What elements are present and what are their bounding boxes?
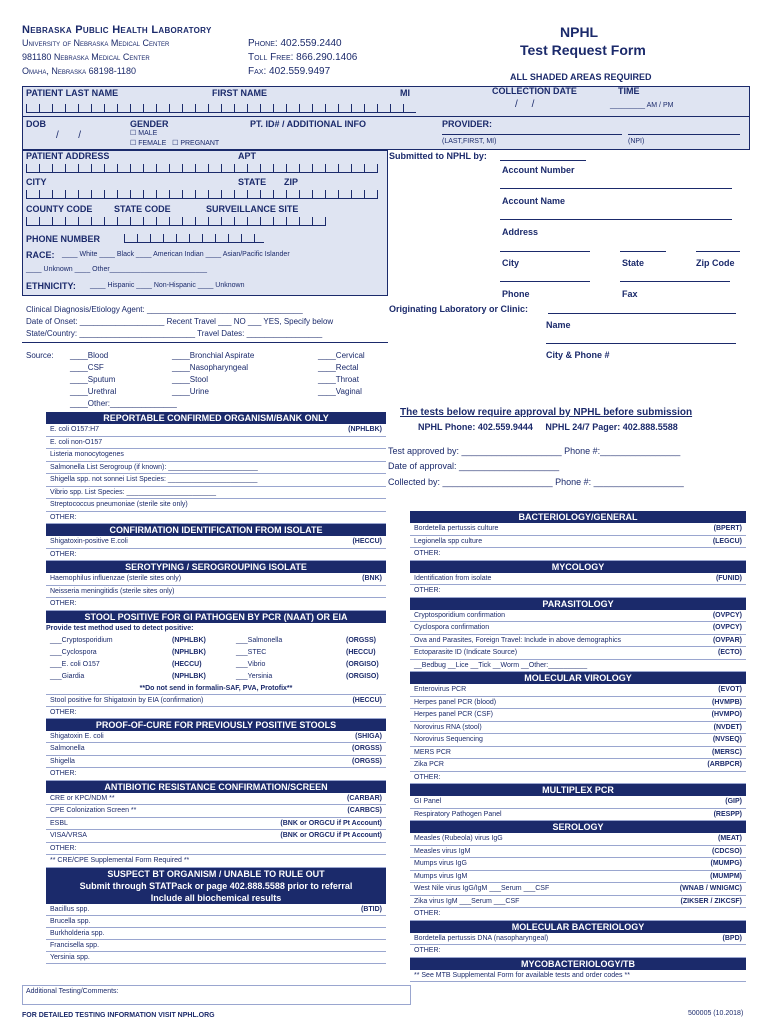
zip-label-right: Zip Code xyxy=(696,258,735,268)
test-name: West Nile virus IgG/IgM ___Serum ___CSF xyxy=(414,885,550,892)
test-code: (ARBPCR) xyxy=(707,761,742,768)
section-header: MOLECULAR BACTERIOLOGY xyxy=(410,921,746,933)
test-name: Cryptosporidium confirmation xyxy=(414,611,506,619)
gi-cell: (HECCU) xyxy=(346,648,376,656)
ampm-label: AM / PM xyxy=(646,102,674,109)
test-name: Shigatoxin-positive E.coli xyxy=(50,538,128,545)
test-code: (OVPCY) xyxy=(712,611,742,619)
test-code: (ORGSS) xyxy=(352,745,382,752)
test-row[interactable] xyxy=(46,805,386,818)
test-row[interactable] xyxy=(410,573,746,586)
test-code: (RESPP) xyxy=(713,810,742,818)
test-row[interactable] xyxy=(410,722,746,735)
footer-right: 500005 (10.2018) xyxy=(688,1010,744,1017)
test-name: Measles (Rubeola) virus IgG xyxy=(414,835,503,842)
address-label: Address xyxy=(502,227,539,237)
test-row[interactable] xyxy=(410,833,746,846)
state-code-label: STATE CODE xyxy=(114,204,171,214)
test-code: (BNK or ORGCU if Pt Account) xyxy=(280,819,382,827)
city-label: CITY xyxy=(26,177,47,187)
test-name: Enterovirus PCR xyxy=(414,686,467,693)
test-row[interactable] xyxy=(46,928,386,940)
test-row[interactable] xyxy=(410,871,746,884)
gi-row[interactable] xyxy=(46,647,386,659)
test-code: (SHIGA) xyxy=(355,732,382,740)
test-name: ** See MTB Supplemental Form for available tests and order codes ** xyxy=(414,971,630,979)
lab-phone: Phone: 402.559.2440 xyxy=(248,38,342,49)
test-code: (ORGSS) xyxy=(352,757,382,765)
gi-cell: ___Cryptosporidium xyxy=(50,636,113,644)
gi-cell: (NPHLBK) xyxy=(172,648,206,656)
patient-last-name-label: PATIENT LAST NAME xyxy=(26,88,119,98)
test-row[interactable] xyxy=(410,610,746,623)
section-header: PROOF-OF-CURE FOR PREVIOUSLY POSITIVE STOOLS xyxy=(46,719,386,731)
gi-row[interactable] xyxy=(46,671,386,683)
test-name: OTHER: xyxy=(50,550,77,558)
pregnant-option[interactable]: PREGNANT xyxy=(180,140,220,147)
test-row[interactable] xyxy=(46,573,386,586)
zip-label: ZIP xyxy=(284,177,299,187)
section-header: PARASITOLOGY xyxy=(410,598,746,610)
footer-left: FOR DETAILED TESTING INFORMATION VISIT NPHL.ORG xyxy=(22,1012,215,1019)
patient-address-label: PATIENT ADDRESS xyxy=(26,151,110,161)
gi-cell: (NPHLBK) xyxy=(172,672,206,680)
test-row[interactable] xyxy=(410,809,746,822)
county-label: COUNTY CODE xyxy=(26,204,93,214)
test-row[interactable] xyxy=(46,695,386,707)
gi-cell: (ORGISO) xyxy=(346,660,379,668)
first-name-label: FIRST NAME xyxy=(212,88,267,98)
section-header: MYCOBACTERIOLOGY/TB xyxy=(410,958,746,970)
source-option[interactable]: ____Stool xyxy=(172,375,209,384)
test-code: (HECCU) xyxy=(352,696,382,704)
test-code: (OVPCY) xyxy=(712,624,742,631)
source-option[interactable]: ____Urine xyxy=(172,387,209,396)
test-name: OTHER: xyxy=(50,600,77,607)
orig-cityphone-label: City & Phone # xyxy=(546,350,610,360)
test-code: (CARBCS) xyxy=(347,807,382,814)
lab-name: Nebraska Public Health Laboratory xyxy=(22,24,212,36)
test-code: (LEGCU) xyxy=(712,537,742,545)
apt-label: APT xyxy=(238,151,256,161)
patient-name-boxes[interactable] xyxy=(26,104,416,113)
phone-number-label: PHONE NUMBER xyxy=(26,234,101,244)
test-row[interactable] xyxy=(46,743,386,756)
section-header: MOLECULAR VIROLOGY xyxy=(410,672,746,684)
collection-date-label: COLLECTION DATE xyxy=(492,86,577,96)
section-header: STOOL POSITIVE FOR GI PATHOGEN BY PCR (NAAT) OR EIA xyxy=(46,611,386,623)
dob-label: DOB xyxy=(26,119,46,129)
test-code: (HVMPO) xyxy=(711,711,742,718)
gi-cell: ___Cyclospora xyxy=(50,648,97,656)
gi-method: Provide test method used to detect positive: xyxy=(46,624,194,632)
test-code: (MEAT) xyxy=(718,835,742,842)
gi-cell: (ORGISO) xyxy=(346,672,379,680)
test-name: Bordetella pertussis DNA (nasopharyngeal) xyxy=(414,934,549,942)
additional-comments: Additional Testing/Comments: xyxy=(26,988,119,995)
source-option[interactable]: ____Blood xyxy=(70,351,109,360)
source-label: Source: xyxy=(26,351,54,360)
form-title-2: Test Request Form xyxy=(520,42,646,58)
gi-cell: ___Giardia xyxy=(50,672,85,680)
test-row[interactable] xyxy=(410,858,746,871)
test-row[interactable] xyxy=(46,843,386,856)
originating-label: Originating Laboratory or Clinic: xyxy=(389,304,529,314)
test-name: Brucella spp. xyxy=(50,917,91,925)
test-row[interactable] xyxy=(410,747,746,760)
test-name: MERS PCR xyxy=(414,748,451,756)
test-row[interactable] xyxy=(410,548,746,561)
account-number-label: Account Number xyxy=(502,165,575,175)
test-name: Listeria monocytogenes xyxy=(50,451,124,458)
gi-note: **Do not send in formalin-SAF, PVA, Protofix** xyxy=(46,683,386,695)
required-note: ALL SHADED AREAS REQUIRED xyxy=(510,72,652,82)
test-name: Stool positive for Shigatoxin by EIA (confirmation) xyxy=(50,696,204,704)
test-row[interactable] xyxy=(46,952,386,964)
test-row[interactable] xyxy=(410,647,746,660)
test-name: Legionella spp culture xyxy=(414,537,483,545)
test-code: (NVDET) xyxy=(713,723,742,731)
test-code: (ECTO) xyxy=(718,649,742,656)
test-code: (MERSC) xyxy=(712,748,742,756)
phone-boxes[interactable] xyxy=(124,234,264,243)
test-row[interactable] xyxy=(46,818,386,831)
test-name: Salmonella List Serogroup (if known): _______________________ xyxy=(50,463,258,471)
approval-phones: NPHL Phone: 402.559.9444 NPHL 24/7 Pager: 402.888.5588 xyxy=(418,422,678,432)
test-row[interactable] xyxy=(46,756,386,769)
test-code: (NVSEQ) xyxy=(712,736,742,743)
bt-header: Submit through STATPack or page 402.888.5588 prior to referral xyxy=(46,880,386,892)
gi-cell: ___Salmonella xyxy=(236,636,283,644)
gi-cell: ___Yersinia xyxy=(236,672,273,680)
state-country[interactable]: State/Country: __________________________ Travel Dates: _________________ xyxy=(26,329,323,338)
gi-row[interactable] xyxy=(46,635,386,647)
test-name: Bordetella pertussis culture xyxy=(414,525,499,532)
source-option[interactable]: ____Bronchial Aspirate xyxy=(172,351,255,360)
ptid-label: PT. ID# / ADDITIONAL INFO xyxy=(250,119,367,129)
test-name: OTHER: xyxy=(50,844,77,852)
lab-fax: Fax: 402.559.9497 xyxy=(248,66,331,77)
test-code: (HECCU) xyxy=(352,538,382,545)
fax-label-right: Fax xyxy=(622,289,638,299)
test-name: Shigatoxin E. coli xyxy=(50,732,104,740)
test-name: E. coli non-O157 xyxy=(50,438,103,446)
test-row[interactable] xyxy=(410,536,746,549)
test-row[interactable] xyxy=(46,830,386,843)
test-code: (MUMPG) xyxy=(710,860,742,867)
clinical-diagnosis[interactable]: Clinical Diagnosis/Etiology Agent: ___________________________________ xyxy=(26,305,303,314)
test-row[interactable] xyxy=(46,916,386,928)
provider-npi-hint: (NPI) xyxy=(628,138,645,145)
lab-address-2: 981180 Nebraska Medical Center xyxy=(22,52,150,62)
bt-header: SUSPECT BT ORGANISM / UNABLE TO RULE OUT xyxy=(46,868,386,880)
test-name: CPE Colonization Screen ** xyxy=(50,807,137,814)
state-label: STATE xyxy=(238,177,267,187)
race-options[interactable]: ____ White ____ Black ____ American Indian ____ Asian/Pacific Islander xyxy=(62,251,290,258)
time-label: TIME xyxy=(618,86,640,96)
test-name: Identification from isolate xyxy=(414,574,492,582)
test-row[interactable] xyxy=(410,684,746,697)
test-row[interactable] xyxy=(410,933,746,946)
source-option[interactable]: ____Other:_______________ xyxy=(70,399,177,408)
bt-header: Include all biochemical results xyxy=(46,892,386,904)
test-name: Norovirus RNA (stool) xyxy=(414,723,482,731)
form-title-1: NPHL xyxy=(560,24,599,40)
test-code: (BTID) xyxy=(361,905,382,913)
test-code: (MUMPM) xyxy=(710,872,742,880)
address-boxes[interactable] xyxy=(26,164,378,173)
gi-cell: (HECCU) xyxy=(172,660,202,668)
test-row[interactable] xyxy=(410,585,746,598)
test-code: (FUNID) xyxy=(715,574,742,582)
test-name: Streptococcus pneumoniae (sterile site only) xyxy=(50,501,188,508)
gi-cell: ___STEC xyxy=(236,648,267,656)
test-name: OTHER: xyxy=(414,550,441,557)
test-code: (HVMPB) xyxy=(712,698,742,706)
test-row[interactable] xyxy=(410,635,746,648)
city-boxes[interactable] xyxy=(26,190,378,199)
source-option[interactable]: ____Throat xyxy=(318,375,359,384)
test-name: Ectoparasite ID (Indicate Source) xyxy=(414,649,518,656)
test-row[interactable] xyxy=(410,945,746,958)
test-name: Bacillus spp. xyxy=(50,905,90,913)
test-name: E. coli O157:H7 xyxy=(50,426,100,433)
test-row[interactable] xyxy=(46,437,386,450)
test-row[interactable] xyxy=(46,598,386,611)
test-row[interactable] xyxy=(46,462,386,475)
lab-address-1: University of Nebraska Medical Center xyxy=(22,38,170,48)
test-row[interactable] xyxy=(46,768,386,781)
test-name: Mumps virus IgG xyxy=(414,860,467,867)
test-name: Herpes panel PCR (blood) xyxy=(414,698,497,706)
test-name: ESBL xyxy=(50,819,68,827)
test-name: GI Panel xyxy=(414,798,442,805)
collected-by[interactable]: Collected by: ______________________ Phone #: __________________ xyxy=(388,477,684,487)
test-name: OTHER: xyxy=(414,773,441,781)
test-name: OTHER: xyxy=(414,910,441,917)
test-name: Zika virus IgM ___Serum ___CSF xyxy=(414,897,520,905)
test-name: VISA/VRSA xyxy=(50,832,87,839)
account-name-label: Account Name xyxy=(502,196,566,206)
test-row[interactable] xyxy=(46,904,386,916)
gender-label: GENDER xyxy=(130,119,169,129)
gi-cell: ___Vibrio xyxy=(236,660,266,668)
test-name: Mumps virus IgM xyxy=(414,872,468,880)
test-code: (BPERT) xyxy=(713,525,742,532)
test-name: Haemophilus influenzae (sterile sites only) xyxy=(50,575,182,582)
test-code: (CARBAR) xyxy=(347,794,382,802)
test-row[interactable] xyxy=(46,449,386,462)
mi-label: MI xyxy=(400,88,410,98)
source-option[interactable]: ____Rectal xyxy=(318,363,359,372)
test-name: Zika PCR xyxy=(414,761,444,768)
test-row[interactable] xyxy=(410,796,746,809)
test-row[interactable] xyxy=(46,793,386,806)
test-row[interactable] xyxy=(46,549,386,562)
test-code: (WNAB / WNIGMC) xyxy=(679,885,742,892)
test-name: OTHER: xyxy=(414,587,441,594)
test-name: Francisella spp. xyxy=(50,941,100,949)
test-name: OTHER: xyxy=(414,947,441,954)
section-header: SEROLOGY xyxy=(410,821,746,833)
section-header: REPORTABLE CONFIRMED ORGANISM/BANK ONLY xyxy=(46,412,386,424)
test-code: (ZIKSER / ZIKCSF) xyxy=(680,897,742,905)
test-name: Norovirus Sequencing xyxy=(414,736,483,743)
test-name: Cyclospora confirmation xyxy=(414,624,490,631)
test-code: (OVPAR) xyxy=(712,636,742,644)
test-name: ** CRE/CPE Supplemental Form Required ** xyxy=(50,857,190,864)
provider-last-hint: (LAST,FIRST, MI) xyxy=(442,138,497,145)
source-option[interactable]: ____Sputum xyxy=(70,375,116,384)
section-header: MYCOLOGY xyxy=(410,561,746,573)
gi-row[interactable] xyxy=(46,659,386,671)
test-name: Burkholderia spp. xyxy=(50,929,105,937)
test-name: Neisseria meningitidis (sterile sites only) xyxy=(50,587,175,595)
test-row[interactable] xyxy=(410,523,746,536)
source-option[interactable]: ____Nasopharyngeal xyxy=(172,363,249,372)
test-name: OTHER: xyxy=(50,770,77,777)
test-name: OTHER: xyxy=(50,708,77,716)
test-row[interactable] xyxy=(46,707,386,719)
phone-label-right: Phone xyxy=(502,289,530,299)
test-row[interactable] xyxy=(410,709,746,722)
section-header: BACTERIOLOGY/GENERAL xyxy=(410,511,746,523)
ethnicity-label: ETHNICITY: xyxy=(26,281,76,291)
test-row[interactable] xyxy=(410,908,746,921)
test-row[interactable] xyxy=(46,586,386,599)
test-row[interactable] xyxy=(410,970,746,983)
gi-cell: (ORGSS) xyxy=(346,636,376,644)
test-code: (NPHLBK) xyxy=(348,426,382,433)
test-row[interactable] xyxy=(410,734,746,747)
orig-name-label: Name xyxy=(546,320,571,330)
test-name: Measles virus IgM xyxy=(414,847,471,855)
ethnicity-options[interactable]: ____ Hispanic ____ Non-Hispanic ____ Unknown xyxy=(90,282,245,289)
test-row[interactable] xyxy=(410,759,746,772)
test-name: Shigella xyxy=(50,757,75,765)
surveillance-label: SURVEILLANCE SITE xyxy=(206,204,299,214)
lab-address-3: Omaha, Nebraska 68198-1180 xyxy=(22,66,137,76)
test-approved-by[interactable]: Test approved by: ____________________ Phone #:________________ xyxy=(388,446,681,456)
gi-cell: (NPHLBK) xyxy=(172,636,206,644)
test-name: Vibrio spp. List Species: _______________________ xyxy=(50,488,217,496)
provider-label: PROVIDER: xyxy=(442,119,493,129)
test-name: Respiratory Pathogen Panel xyxy=(414,810,502,818)
test-code: (BPD) xyxy=(722,934,742,942)
female-option[interactable]: FEMALE xyxy=(138,140,167,147)
test-name: OTHER: xyxy=(50,513,77,521)
source-option[interactable]: ____Vaginal xyxy=(318,387,362,396)
test-row[interactable] xyxy=(410,697,746,710)
race-options-2[interactable]: ____ Unknown ____ Other_________________________ xyxy=(26,266,207,273)
test-code: (EVOT) xyxy=(718,686,742,693)
male-option[interactable]: MALE xyxy=(138,130,158,137)
test-code: (CDCSO) xyxy=(712,847,742,855)
race-label: RACE: xyxy=(26,250,55,260)
source-option[interactable]: ____Urethral xyxy=(70,387,117,396)
test-row[interactable] xyxy=(410,622,746,635)
test-name: Ova and Parasites, Foreign Travel: Include in above demographics xyxy=(414,636,622,644)
test-row[interactable] xyxy=(410,660,746,673)
test-row[interactable] xyxy=(46,474,386,487)
gi-cell: ___E. coli O157 xyxy=(50,660,100,668)
test-name: Herpes panel PCR (CSF) xyxy=(414,711,493,718)
section-header: ANTIBIOTIC RESISTANCE CONFIRMATION/SCREEN xyxy=(46,781,386,793)
section-header: MULTIPLEX PCR xyxy=(410,784,746,796)
test-row[interactable] xyxy=(46,512,386,525)
city-label-right: City xyxy=(502,258,520,268)
test-row[interactable] xyxy=(410,846,746,859)
test-row[interactable] xyxy=(46,499,386,512)
test-code: (GIP) xyxy=(725,798,742,805)
test-row[interactable] xyxy=(410,896,746,909)
test-row[interactable] xyxy=(410,883,746,896)
lab-tollfree: Toll Free: 866.290.1406 xyxy=(248,52,358,63)
test-code: (BNK) xyxy=(362,575,382,582)
date-of-onset[interactable]: Date of Onset: ___________________ Recent Travel ___ NO ___ YES, Specify below xyxy=(26,317,334,326)
test-row[interactable] xyxy=(46,940,386,952)
date-of-approval[interactable]: Date of approval: ____________________ xyxy=(388,461,560,471)
submitted-label: Submitted to NPHL by: xyxy=(389,151,487,161)
section-header: CONFIRMATION IDENTIFICATION FROM ISOLATE xyxy=(46,524,386,536)
test-row[interactable] xyxy=(46,536,386,549)
test-row[interactable] xyxy=(46,424,386,437)
test-row[interactable] xyxy=(410,772,746,785)
source-option[interactable]: ____Cervical xyxy=(318,351,365,360)
test-name: Shigella spp. not sonnei List Species: _______________________ xyxy=(50,476,258,483)
test-row[interactable] xyxy=(46,487,386,500)
test-name: __Bedbug __Lice __Tick __Worm __Other:__________ xyxy=(414,661,588,669)
test-code: (BNK or ORGCU if Pt Account) xyxy=(280,832,382,839)
approval-title: The tests below require approval by NPHL before submission xyxy=(400,407,693,418)
test-row[interactable] xyxy=(46,855,386,868)
test-name: Salmonella xyxy=(50,745,85,752)
test-name: Yersinia spp. xyxy=(50,953,90,961)
state-label-right: State xyxy=(622,258,645,268)
source-option[interactable]: ____CSF xyxy=(70,363,104,372)
test-name: CRE or KPC/NDM ** xyxy=(50,794,115,802)
test-row[interactable] xyxy=(46,731,386,744)
county-boxes[interactable] xyxy=(26,217,326,226)
section-header: SEROTYPING / SEROGROUPING ISOLATE xyxy=(46,561,386,573)
